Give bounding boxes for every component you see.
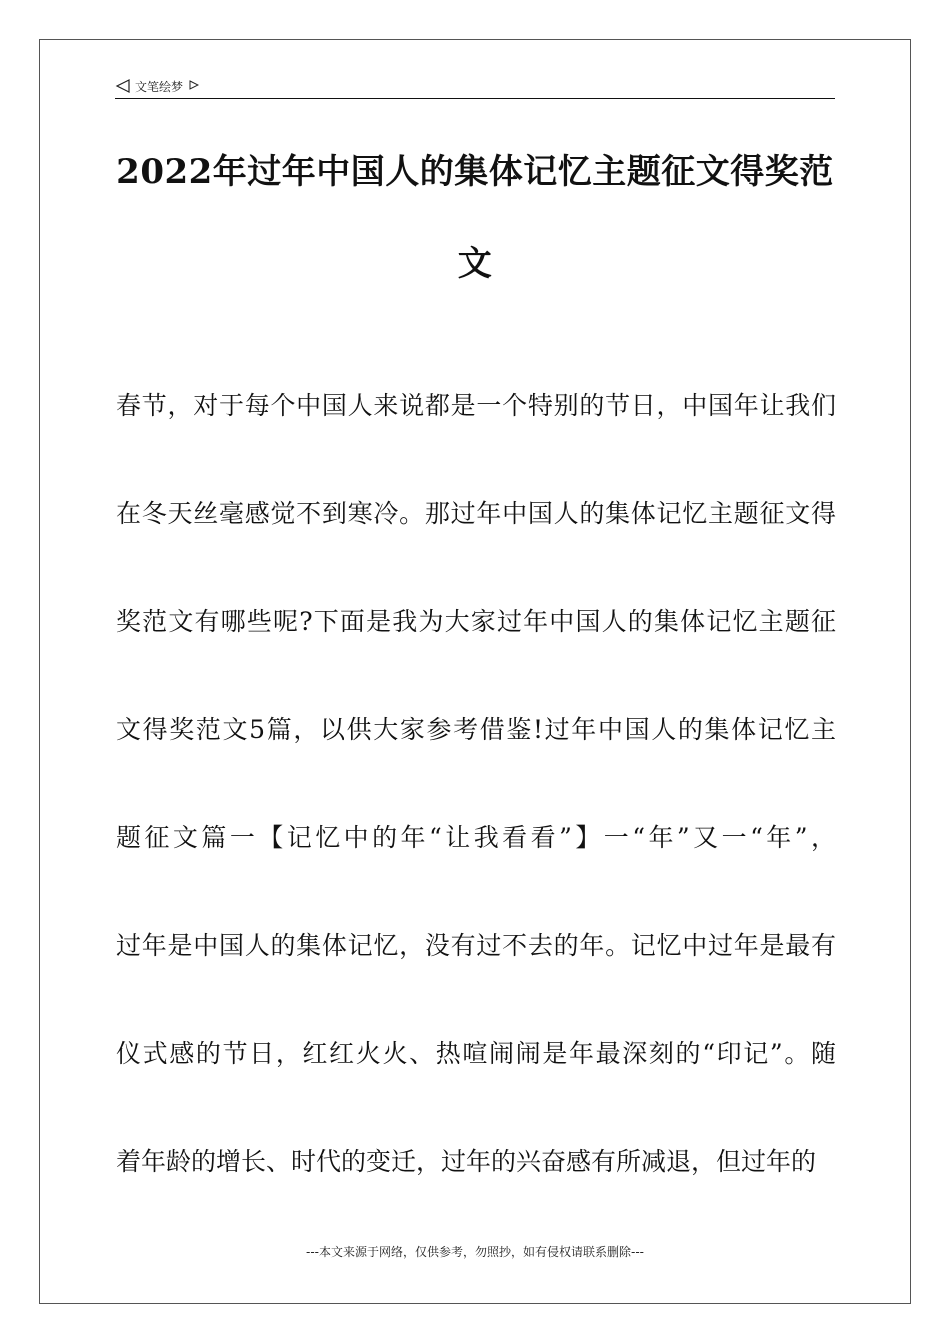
page-footer: ---本文来源于网络，仅供参考，勿照抄，如有侵权请联系删除--- <box>306 1245 644 1259</box>
triangle-left-icon <box>115 78 131 94</box>
body-line: 着年龄的增长、时代的变迁，过年的兴奋感有所减退，但过年的 <box>116 1147 817 1176</box>
body-line: 奖范文有哪些呢?下面是我为大家过年中国人的集体记忆主题征 <box>116 607 836 636</box>
header-brand: 文笔绘梦 <box>135 79 184 94</box>
article-body <box>116 352 836 1216</box>
body-line: 文得奖范文5篇，以供大家参考借鉴!过年中国人的集体记忆主 <box>116 715 836 744</box>
title-line: 2022年过年中国人的集体记忆主题征文得奖范 <box>116 152 834 192</box>
body-line: 春节，对于每个中国人来说都是一个特别的节日，中国年让我们 <box>116 391 836 420</box>
document-title <box>100 126 850 310</box>
body-line: 在冬天丝毫感觉不到寒冷。那过年中国人的集体记忆主题征文得 <box>116 499 836 528</box>
body-line: 仪式感的节日，红红火火、热喧闹闹是年最深刻的“印记”。随 <box>116 1039 836 1068</box>
page-header <box>115 74 835 99</box>
body-line: 题征文篇一【记忆中的年“让我看看”】一“年”又一“年”， <box>116 823 836 852</box>
triangle-right-icon <box>189 79 199 89</box>
title-line: 文 <box>457 244 493 284</box>
body-line: 过年是中国人的集体记忆，没有过不去的年。记忆中过年是最有 <box>116 931 836 960</box>
